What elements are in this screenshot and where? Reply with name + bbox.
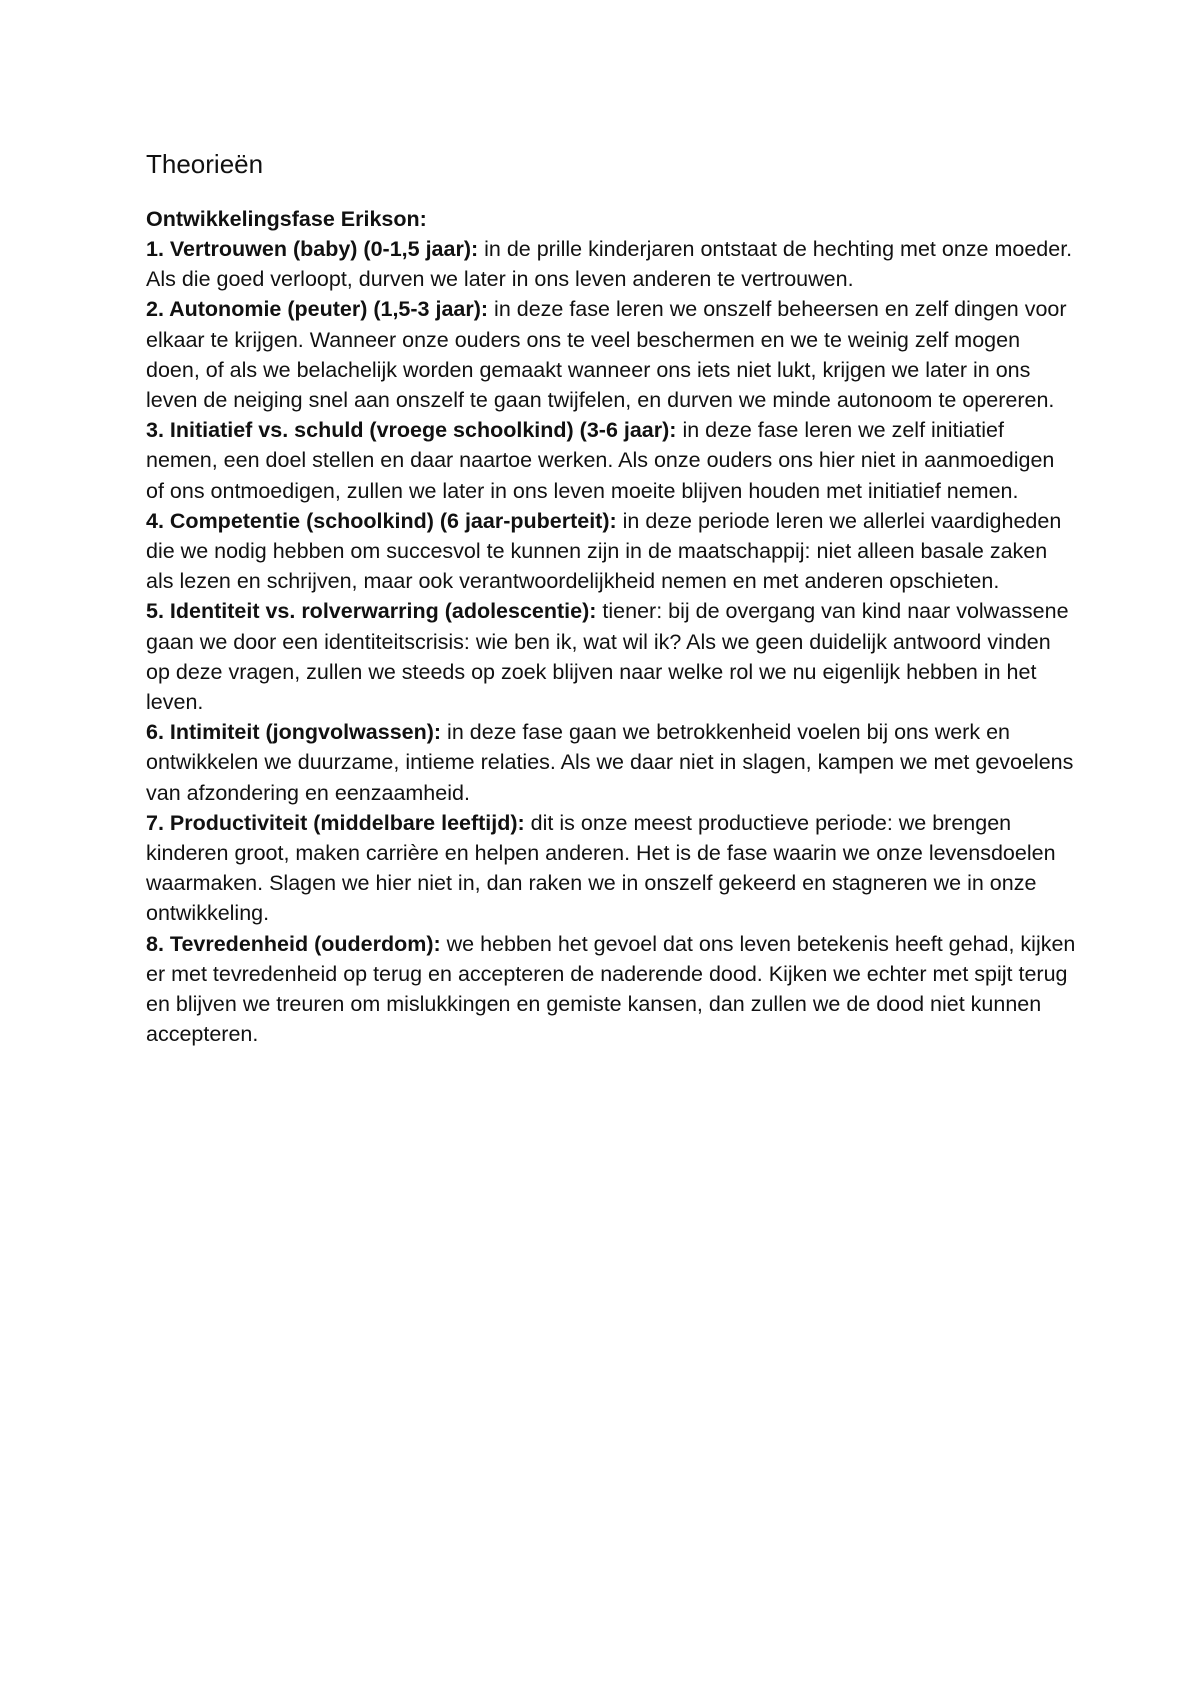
section-subtitle: Ontwikkelingsfase Erikson: [146,207,427,231]
stage-heading-8: 8. Tevredenheid (ouderdom): [146,931,441,956]
stage-paragraph-2 [146,294,1076,415]
stage-heading-7: 7. Productiviteit (middelbare leeftijd): [146,810,525,835]
document-title: Theorieën [146,149,264,179]
stage-heading-1: 1. Vertrouwen (baby) (0-1,5 jaar): [146,237,479,261]
stage-text-2: in deze fase leren we onszelf beheersen en zelf dingen voor elkaar te krijgen. Wanneer onze ouders ons te veel beschermen en we te weinig zelf mogen doen, of als we belachelijk worden gemaakt wanneer ons iets niet lukt, krijgen we later in ons leven de neiging snel aan onszelf te gaan twijfelen, en durven we minde autonoom te opereren. [146,297,1067,413]
stage-text-4: in deze periode leren we allerlei vaardigheden die we nodig hebben om succesvol te kunnen zijn in de maatschappij: niet alleen basale zaken als lezen en schrijven, maar ook verantwoordelijkheid nemen en met anderen opschieten. [146,508,1062,594]
stage-paragraph-5 [146,596,1076,717]
stage-heading-6: 6. Intimiteit (jongvolwassen): [146,720,442,745]
stage-heading-2: 2. Autonomie (peuter) (1,5-3 jaar): [146,297,489,322]
stage-text-5: tiener: bij de overgang van kind naar volwassene gaan we door een identiteitscrisis: wie ben ik, wat wil ik? Als we geen duidelijk antwoord vinden op deze vragen, zullen we steeds op zoek blijven naar welke rol we nu eigenlijk hebben in het leven. [146,599,1069,715]
stage-paragraph-6 [146,717,1076,808]
stage-text-3: in deze fase leren we zelf initiatief nemen, een doel stellen en daar naartoe werken. Als onze ouders ons hier niet in aanmoedigen of ons ontmoedigen, zullen we later in ons leven moeite blijven houden met initiatief nemen. [146,418,1055,503]
stage-text-6: in deze fase gaan we betrokkenheid voelen bij ons werk en ontwikkelen we duurzame, intieme relaties. Als we daar niet in slagen, kampen we met gevoelens van afzondering en eenzaamheid. [146,720,1074,805]
stage-text-1: in de prille kinderjaren ontstaat de hechting met onze moeder. Als die goed verloopt, durven we later in ons leven anderen te vertrouwen. [146,237,1073,292]
stage-heading-5: 5. Identiteit vs. rolverwarring (adolescentie): [146,599,597,624]
document-content [146,144,1076,1049]
stage-paragraph-1 [146,234,1076,294]
stage-paragraph-3 [146,415,1076,506]
stage-paragraph-7 [146,808,1076,929]
stage-text-8: we hebben het gevoel dat ons leven betekenis heeft gehad, kijken er met tevredenheid op terug en accepteren de naderende dood. Kijken we echter met spijt terug en blijven we treuren om mislukkingen en gemiste kansen, dan zullen we de dood niet kunnen accepteren. [146,931,1076,1047]
stage-paragraph-4 [146,506,1076,597]
stage-text-7: dit is onze meest productieve periode: we brengen kinderen groot, maken carrière en helpen anderen. Het is de fase waarin we onze levensdoelen waarmaken. Slagen we hier niet in, dan raken we in onszelf gekeerd en stagneren we in onze ontwikkeling. [146,810,1056,926]
stage-heading-3: 3. Initiatief vs. schuld (vroege schoolkind) (3-6 jaar): [146,418,677,443]
stage-heading-4: 4. Competentie (schoolkind) (6 jaar-puberteit): [146,508,617,533]
stage-paragraph-8 [146,929,1076,1050]
